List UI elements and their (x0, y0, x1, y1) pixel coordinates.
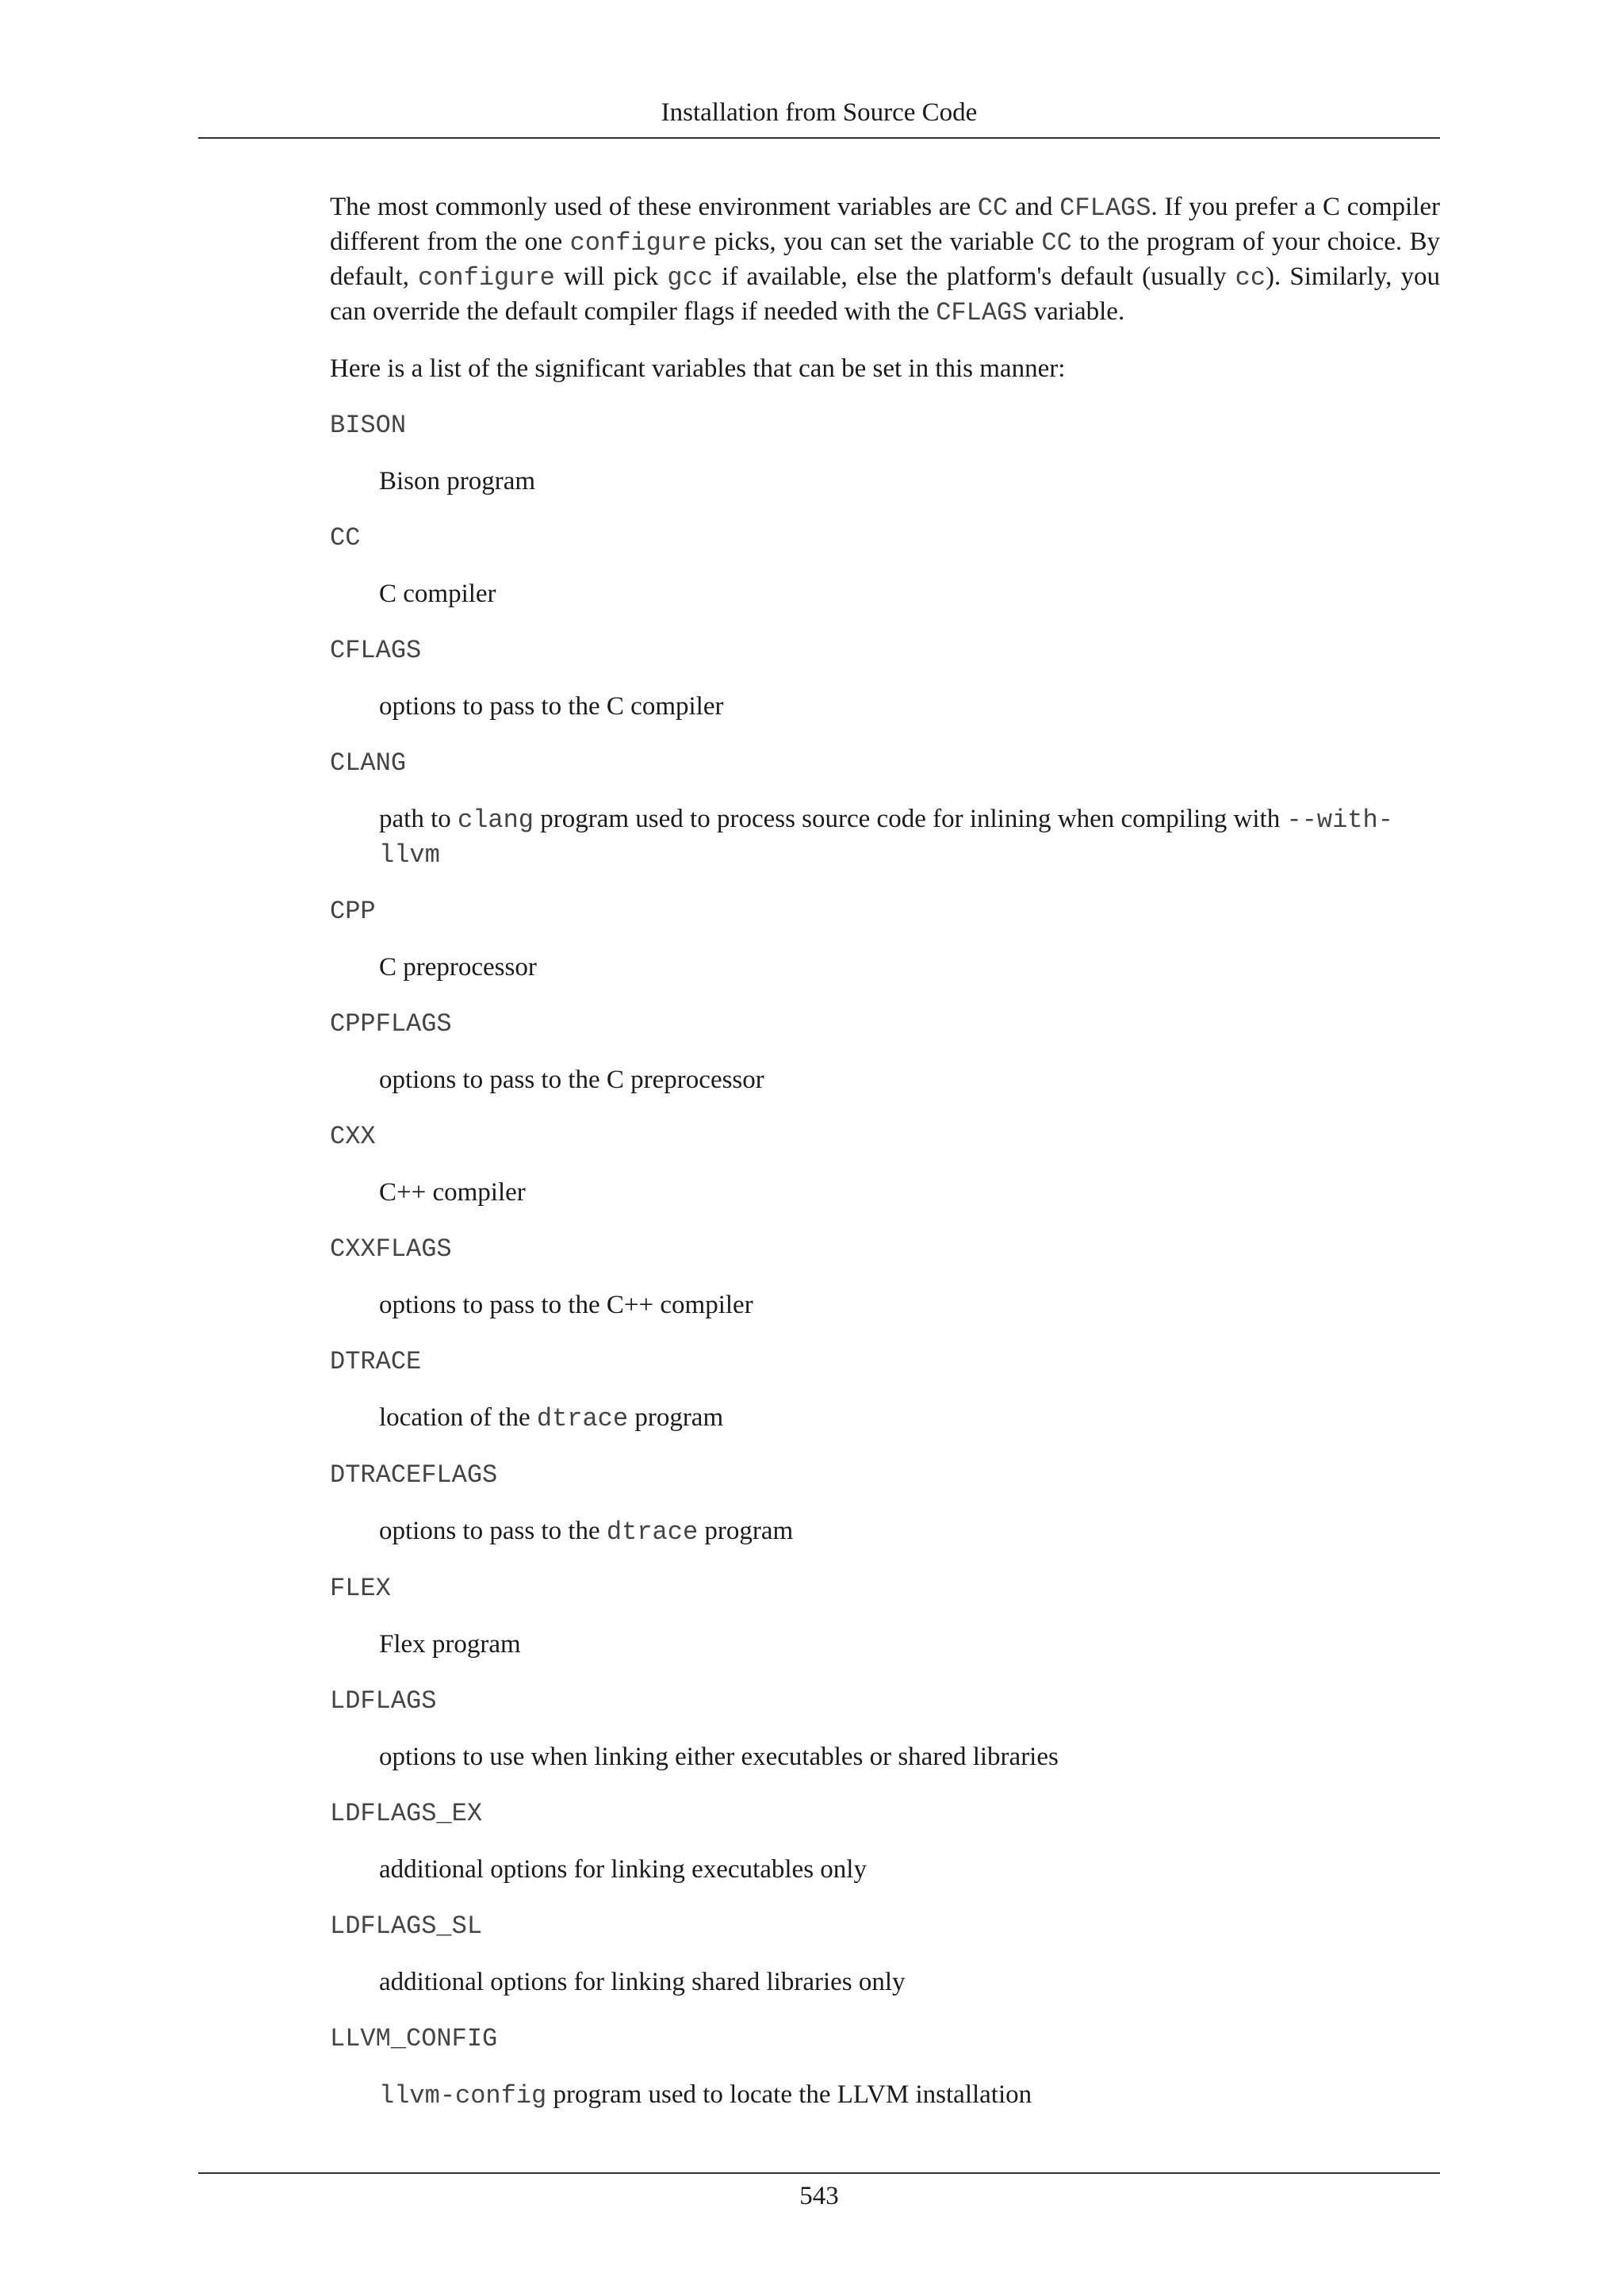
list-intro-paragraph: Here is a list of the significant variables that can be set in this manner: (330, 354, 1066, 383)
variable-description (379, 1176, 1440, 1210)
intro-text: and (1008, 193, 1060, 221)
variable-name: LDFLAGS_EX (330, 1799, 483, 1828)
variable-description (379, 1965, 1440, 1999)
variable-name: FLEX (330, 1574, 391, 1603)
inline-code: CC (1041, 228, 1072, 258)
description-text: options to pass to the C preprocessor (379, 1066, 764, 1094)
variable-name: LLVM_CONFIG (330, 2024, 498, 2053)
description-text: program used to locate the LLVM installation (546, 2080, 1032, 2109)
page-content (330, 190, 1440, 2113)
description-text: location of the (379, 1403, 537, 1432)
description-text: C preprocessor (379, 953, 537, 982)
variable-name: CLANG (330, 748, 407, 778)
description-text: options to use when linking either executables or shared libraries (379, 1743, 1059, 1771)
variable-name: LDFLAGS (330, 1686, 437, 1716)
variable-description (379, 1063, 1440, 1097)
variable-description (379, 1853, 1440, 1887)
description-text: path to (379, 805, 458, 833)
description-text: Bison program (379, 467, 536, 496)
variable-description (379, 1514, 1440, 1549)
variable-name: LDFLAGS_SL (330, 1911, 483, 1941)
variable-name: CPP (330, 897, 376, 926)
variable-description (379, 1401, 1440, 1436)
variable-description (379, 1740, 1440, 1774)
intro-text: variable. (1027, 297, 1125, 326)
variable-description (379, 465, 1440, 499)
inline-code: cc (1235, 263, 1266, 293)
inline-code: dtrace (536, 1404, 629, 1433)
description-text: program (628, 1403, 724, 1432)
variable-name: CPPFLAGS (330, 1009, 452, 1039)
footer-rule (198, 2172, 1440, 2174)
variable-name: BISON (330, 411, 407, 440)
intro-text: if available, else the platform's default (usually (713, 262, 1235, 291)
inline-code: llvm-config (379, 2081, 547, 2110)
description-text: C++ compiler (379, 1178, 526, 1207)
description-text: additional options for linking shared libraries only (379, 1968, 906, 1996)
intro-text: will pick (554, 262, 668, 291)
inline-code: clang (457, 806, 534, 835)
variable-name: CC (330, 523, 361, 553)
intro-text: ). Similarly, you can override the default compiler flags if needed with the (330, 262, 1440, 326)
variable-name: CXXFLAGS (330, 1234, 452, 1264)
description-text: program used to process source code for inlining when compiling with (534, 805, 1287, 833)
inline-code: configure (569, 228, 707, 258)
variable-description (379, 1288, 1440, 1322)
inline-code: CFLAGS (936, 298, 1028, 327)
description-text: Flex program (379, 1630, 521, 1659)
inline-code: CC (977, 193, 1009, 223)
variable-description (379, 690, 1440, 724)
intro-text: picks, you can set the variable (707, 228, 1042, 256)
variable-name: CFLAGS (330, 636, 422, 665)
variable-description (379, 2078, 1440, 2113)
variable-description (379, 577, 1440, 611)
description-text: options to pass to the C compiler (379, 692, 724, 721)
description-text: additional options for linking executables only (379, 1855, 867, 1884)
inline-code: configure (418, 263, 555, 293)
variable-description (379, 951, 1440, 985)
intro-text: to the program of your choice. By default, (330, 228, 1440, 291)
variable-name: CXX (330, 1122, 376, 1151)
variable-description (379, 802, 1440, 872)
variable-list (330, 408, 1440, 2113)
intro-paragraph (330, 190, 1440, 330)
header-rule (198, 137, 1440, 139)
intro-text: The most commonly used of these environment variables are (330, 193, 978, 221)
running-header: Installation from Source Code (661, 98, 978, 127)
description-text: options to pass to the (379, 1517, 607, 1545)
inline-code: CFLAGS (1059, 193, 1151, 223)
inline-code: dtrace (606, 1517, 699, 1547)
variable-description (379, 1628, 1440, 1662)
page-number: 543 (799, 2182, 839, 2210)
description-text: C compiler (379, 580, 496, 608)
variable-name: DTRACE (330, 1347, 422, 1376)
description-text: options to pass to the C++ compiler (379, 1291, 753, 1319)
variable-name: DTRACEFLAGS (330, 1460, 498, 1490)
description-text: program (698, 1517, 794, 1545)
inline-code: --with-llvm (379, 806, 1393, 870)
inline-code: gcc (667, 263, 714, 293)
intro-text: . If you prefer a C compiler different from the one (330, 193, 1440, 256)
